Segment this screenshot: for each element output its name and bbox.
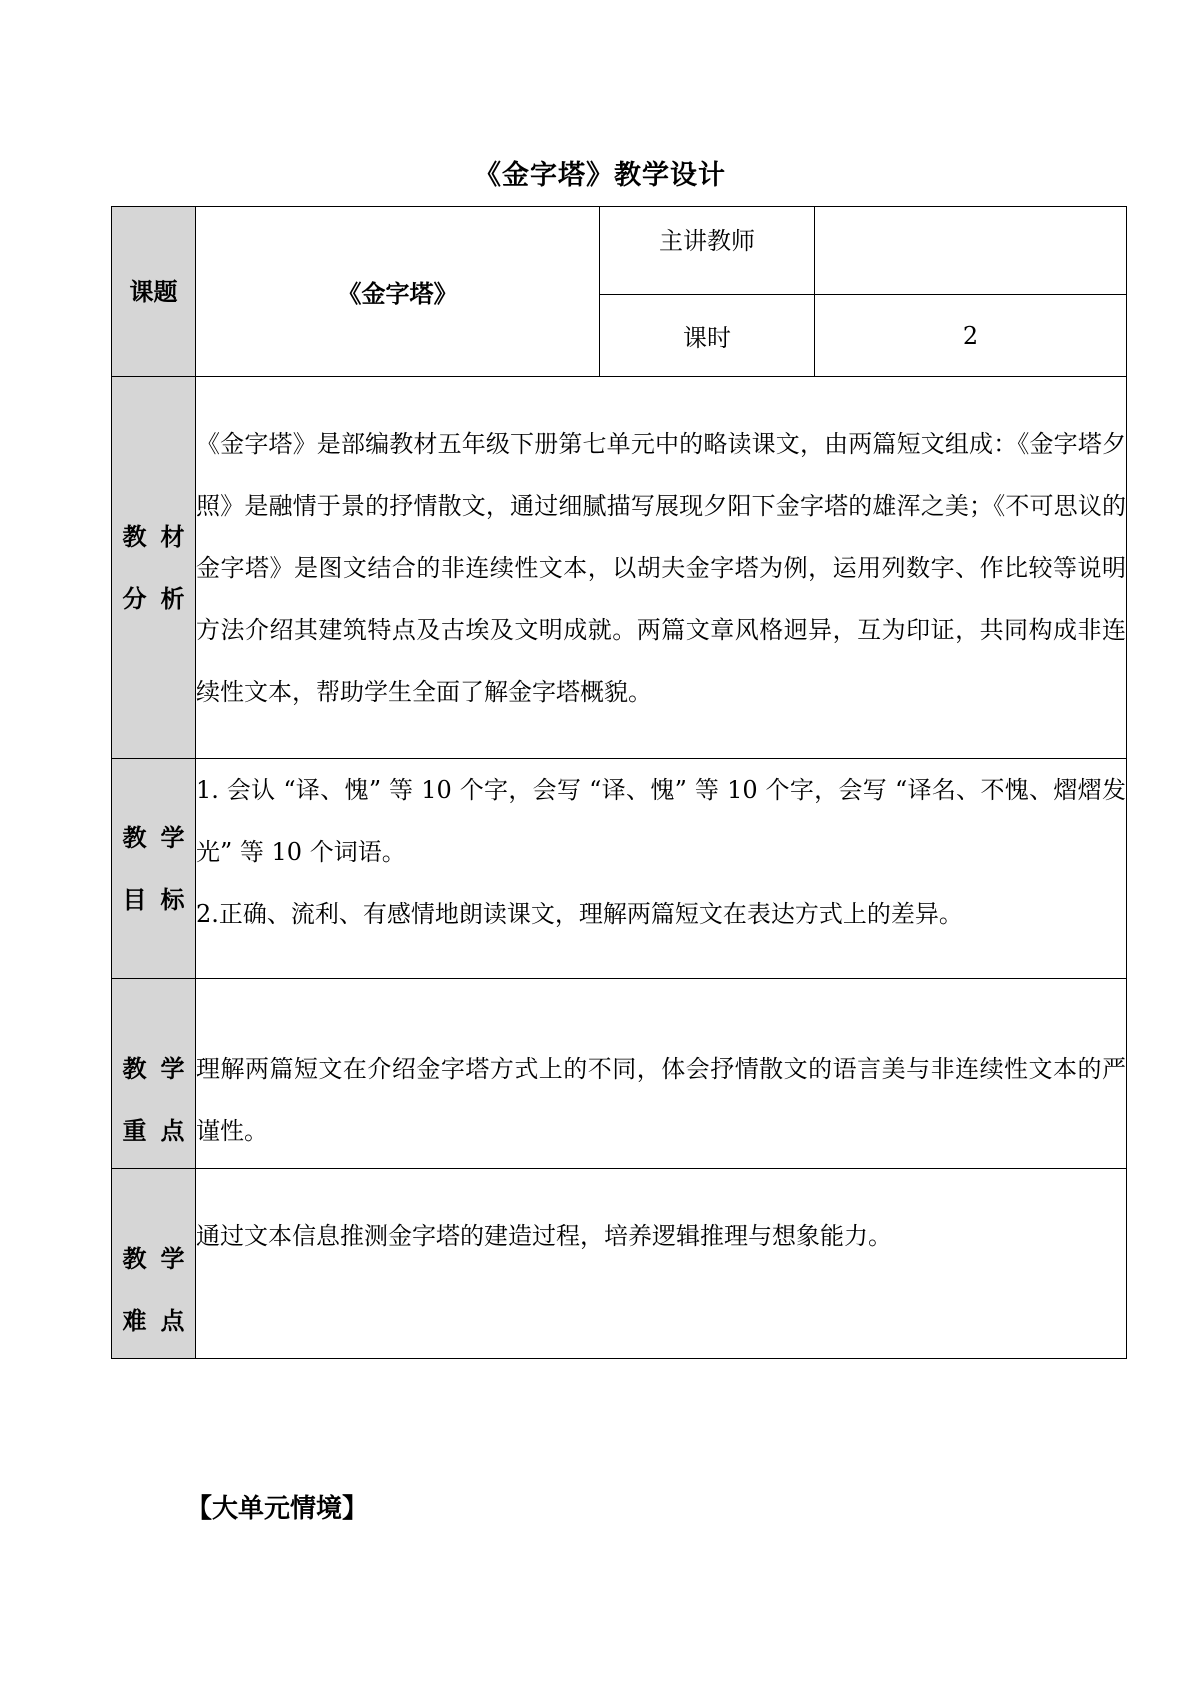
goals-label: 教学目标 — [122, 823, 185, 914]
table-row — [112, 377, 1127, 759]
analysis-label-cell — [112, 377, 196, 759]
key-points-label: 教学重点 — [122, 1055, 185, 1145]
goals-label-cell — [112, 759, 196, 979]
document-title: 《金字塔》教学设计 — [474, 160, 726, 191]
analysis-text: 《金字塔》是部编教材五年级下册第七单元中的略读课文，由两篇短文组成：《金字塔夕照》是融情于景的抒情散文，通过细腻描写展现夕阳下金字塔的雄浑之美；《不可思议的金字塔》是图文结合的非连续性文本，以胡夫金字塔为例，运用列数字、作比较等说明方法介绍其建筑特点及古埃及文明成就。两篇文章风格迥异，互为印证，共同构成非连续性文本，帮助学生全面了解金字塔概貌。 — [196, 377, 1127, 759]
topic-label: 课题 — [129, 277, 178, 306]
analysis-label: 教材分析 — [122, 522, 185, 613]
key-points-label-cell — [112, 979, 196, 1169]
lesson-plan-table — [111, 206, 1127, 1359]
teacher-value — [815, 207, 1127, 295]
topic-value: 《金字塔》 — [196, 207, 600, 377]
difficulties-label-cell — [112, 1169, 196, 1359]
table-row — [112, 979, 1127, 1169]
difficulties-label: 教学难点 — [122, 1245, 185, 1335]
period-label: 课时 — [600, 295, 815, 377]
goals-cell — [196, 759, 1127, 979]
table-row — [112, 759, 1127, 979]
section-heading: 【大单元情境】 — [186, 1494, 369, 1524]
difficulties-text: 通过文本信息推测金字塔的建造过程，培养逻辑推理与想象能力。 — [196, 1169, 1127, 1359]
period-value: 2 — [815, 295, 1127, 377]
key-points-text: 理解两篇短文在介绍金字塔方式上的不同，体会抒情散文的语言美与非连续性文本的严谨性。 — [196, 979, 1127, 1169]
table-row — [112, 207, 1127, 295]
goal-item-1: 1. 会认 “译、愧” 等 10 个字，会写 “译、愧” 等 10 个字，会写 “译名、不愧、熠熠发光” 等 10 个词语。 — [196, 776, 1126, 866]
topic-label-cell — [112, 207, 196, 377]
table-row — [112, 1169, 1127, 1359]
teacher-label: 主讲教师 — [600, 207, 815, 295]
goal-item-2: 2.正确、流利、有感情地朗读课文，理解两篇短文在表达方式上的差异。 — [196, 900, 963, 928]
